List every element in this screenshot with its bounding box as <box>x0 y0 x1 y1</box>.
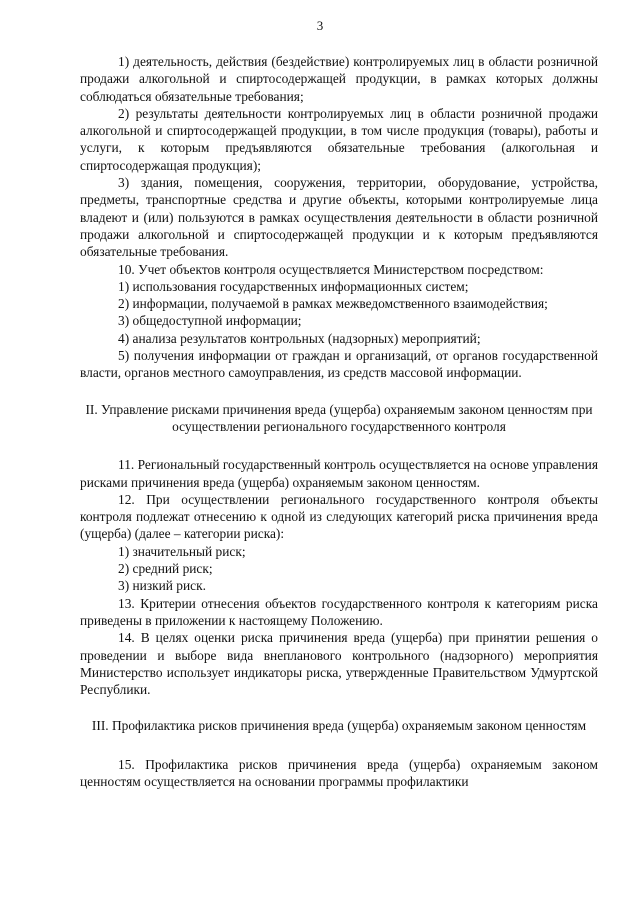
section-heading-2: II. Управление рисками причинения вреда (ущерба) охраняемым законом ценностям при осуществлении регионального государственного контроля <box>85 401 593 434</box>
paragraph-10-item-1: 1) использования государственных информационных систем; <box>118 278 469 294</box>
page-number: 3 <box>316 18 324 33</box>
paragraph-12-item-3: 3) низкий риск. <box>118 578 206 594</box>
paragraph-12-item-1: 1) значительный риск; <box>118 543 246 559</box>
paragraph-10-item-2: 2) информации, получаемой в рамках межведомственного взаимодействия; <box>118 296 548 312</box>
paragraph-11: 11. Региональный государственный контроль осуществляется на основе управления рисками причинения вреда (ущерба) охраняемым законом ценностям. <box>80 457 598 490</box>
paragraph-9-item-1: 1) деятельность, действия (бездействие) контролируемых лиц в области розничной продажи алкогольной и спиртосодержащей продукции, в рамках которых должны соблюдаться обязательные требования; <box>80 54 598 104</box>
paragraph-10-item-4: 4) анализа результатов контрольных (надзорных) мероприятий; <box>118 330 481 346</box>
paragraph-10-item-5: 5) получения информации от граждан и организаций, от органов государственной власти, органов местного самоуправления, из средств массовой информации. <box>80 348 598 381</box>
paragraph-12-item-2: 2) средний риск; <box>118 561 213 577</box>
paragraph-10-item-3: 3) общедоступной информации; <box>118 313 302 329</box>
paragraph-14: 14. В целях оценки риска причинения вреда (ущерба) при принятии решения о проведении и выборе вида внепланового контрольного (надзорного) мероприятия Министерство использует индикаторы риска, утвержденные Правительством Удмуртской Республики. <box>80 630 598 698</box>
paragraph-15: 15. Профилактика рисков причинения вреда (ущерба) охраняемым законом ценностям осуществляется на основании программы профилактики <box>80 756 598 789</box>
paragraph-13: 13. Критерии отнесения объектов государственного контроля к категориям риска приведены в приложении к настоящему Положению. <box>80 595 598 628</box>
paragraph-9-item-3: 3) здания, помещения, сооружения, территории, оборудование, устройства, предметы, транспортные средства и другие объекты, которыми контролируемые лица владеют и (или) пользуются в рамках осуществления деятельности в области розничной продажи алкогольной и спиртосодержащей продукции и к которым предъявляются обязательные требования. <box>80 175 598 260</box>
paragraph-9-item-2: 2) результаты деятельности контролируемых лиц в области розничной продажи алкогольной и спиртосодержащей продукции, в том числе продукция (товары), работы и услуги, к которым предъявляются обязательные требования (алкогольная и спиртосодержащая продукция); <box>80 105 598 173</box>
document-body <box>80 53 598 790</box>
paragraph-10: 10. Учет объектов контроля осуществляется Министерством посредством: <box>118 261 544 277</box>
section-heading-3: III. Профилактика рисков причинения вреда (ущерба) охраняемым законом ценностям <box>91 718 587 734</box>
paragraph-12: 12. При осуществлении регионального государственного контроля объекты контроля подлежат отнесению к одной из следующих категорий риска причинения вреда (ущерба) (далее – категории риска): <box>80 491 598 542</box>
